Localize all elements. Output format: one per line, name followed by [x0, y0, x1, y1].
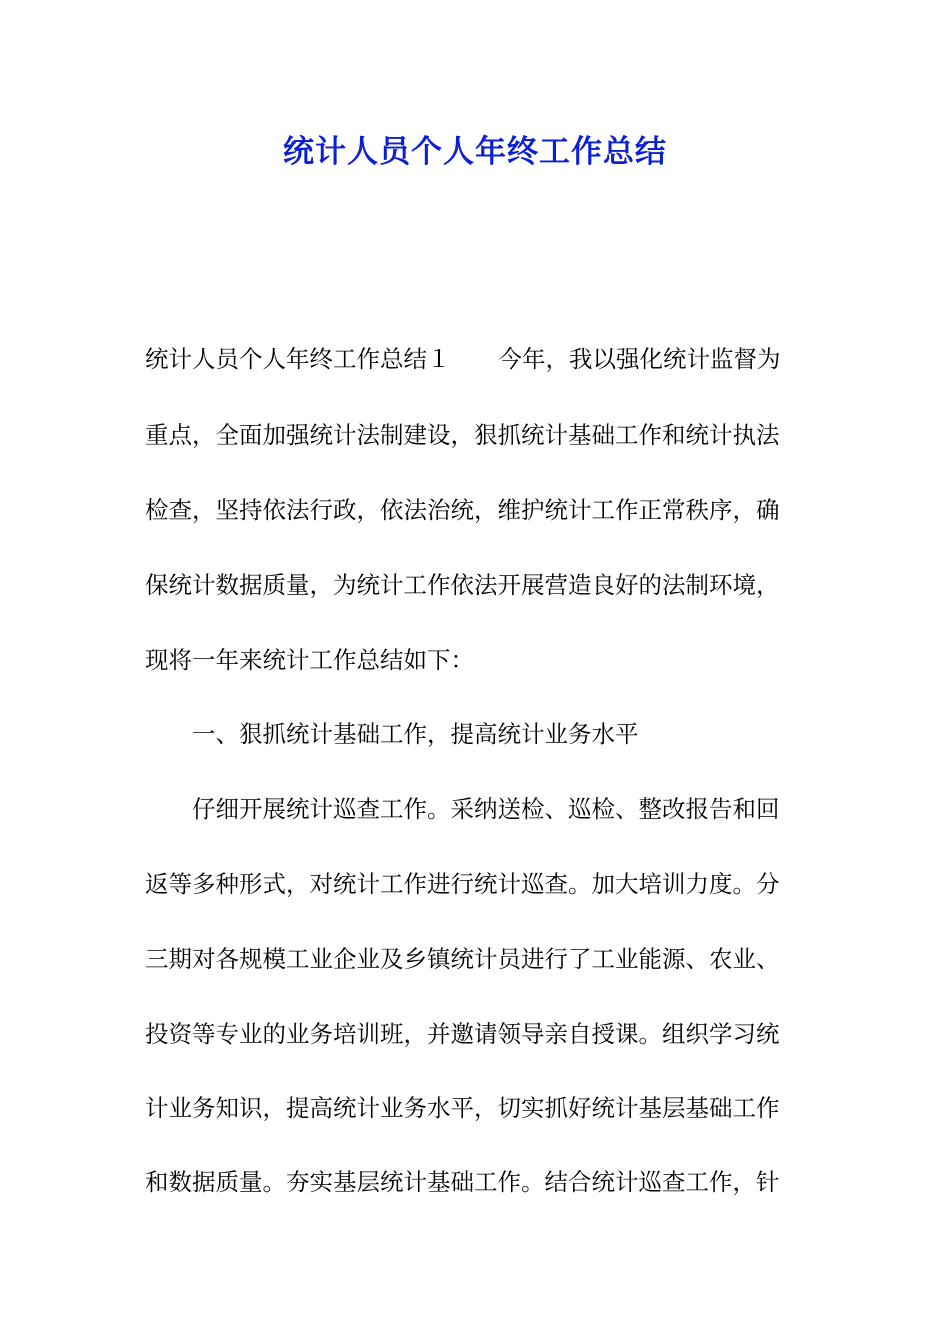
paragraph-line-12: 和数据质量。夯实基层统计基础工作。结合统计巡查工作，针: [145, 1168, 780, 1196]
paragraph-line-10: 投资等专业的业务培训班，并邀请领导亲自授课。组织学习统: [145, 1020, 780, 1048]
paragraph-line-11: 计业务知识，提高统计业务水平，切实抓好统计基层基础工作: [145, 1094, 780, 1122]
document-title: 统计人员个人年终工作总结: [283, 134, 667, 170]
paragraph-line-7: 仔细开展统计巡查工作。采纳送检、巡检、整改报告和回: [192, 795, 780, 823]
paragraph-line-5: 现将一年来统计工作总结如下：: [145, 646, 474, 674]
paragraph-line-3: 检查，坚持依法行政，依法治统，维护统计工作正常秩序，确: [145, 496, 780, 524]
paragraph-line-4: 保统计数据质量，为统计工作依法开展营造良好的法制环境，: [145, 571, 780, 599]
section-heading-inline: 统计人员个人年终工作总结１: [145, 345, 451, 373]
paragraph-line-8: 返等多种形式，对统计工作进行统计巡查。加大培训力度。分: [145, 870, 780, 898]
paragraph-line-9: 三期对各规模工业企业及乡镇统计员进行了工业能源、农业、: [145, 945, 780, 973]
section-heading: 一、狠抓统计基础工作，提高统计业务水平: [192, 720, 639, 748]
paragraph-start-text: 今年，我以强化统计监督为: [498, 345, 781, 373]
paragraph-line-1: [145, 344, 781, 374]
paragraph-line-2: 重点，全面加强统计法制建设，狠抓统计基础工作和统计执法: [145, 421, 780, 449]
